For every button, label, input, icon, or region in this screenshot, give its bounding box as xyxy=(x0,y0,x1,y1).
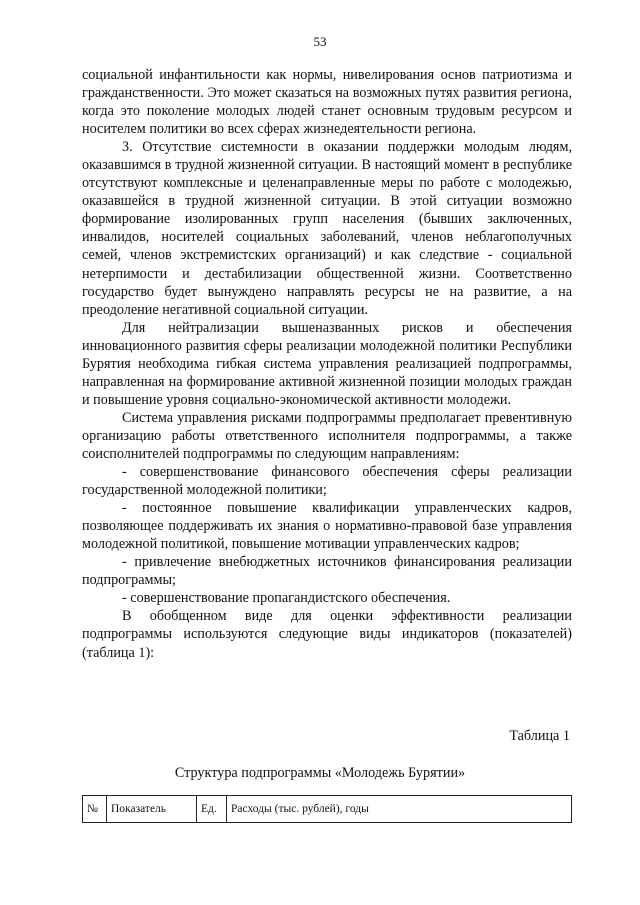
paragraph: 3. Отсутствие системности в оказании поддержки молодым людям, оказавшимся в трудной жизненной ситуации. В настоящий момент в республике отсутствуют комплексные и целенаправленные меры по работе с молодежью, оказавшейся в трудной жизненной ситуации. В этой ситуации возможно формирование изолированных групп населения (бывших заключенных, инвалидов, носителей социальных заболеваний, членов неблагополучных семей, членов экстремистских организаций) и как следствие - социальной нетерпимости и дестабилизации общественной жизни. Соответственно государство будет вынуждено направлять ресурсы не на развитие, а на преодоление негативной социальной ситуации. xyxy=(82,139,572,318)
table-header-row xyxy=(83,796,572,823)
table-header-cell-expenses: Расходы (тыс. рублей), годы xyxy=(227,796,572,823)
table-title: Структура подпрограммы «Молодежь Бурятии» xyxy=(174,765,466,781)
paragraph: Система управления рисками подпрограммы предполагает превентивную организацию работы ответственного исполнителя подпрограммы, а также соисполнителей подпрограммы по следующим направлениям: xyxy=(82,409,572,462)
page-number: 53 xyxy=(313,34,327,49)
indicators-table xyxy=(82,795,572,823)
table-label: Таблица 1 xyxy=(509,728,570,744)
table-header-cell-indicator: Показатель xyxy=(107,796,197,823)
list-item: - постоянное повышение квалификации управленческих кадров, позволяющее поддерживать их знания о нормативно-правовой базе управления молодежной политикой, повышение мотивации управленческих кадров; xyxy=(82,500,572,553)
paragraph: В обобщенном виде для оценки эффективности реализации подпрограммы используются следующие виды индикаторов (показателей) (таблица 1): xyxy=(82,608,572,661)
list-item: - совершенствование пропагандистского обеспечения. xyxy=(122,590,451,607)
table-header-cell-unit: Ед. xyxy=(197,796,227,823)
paragraph: социальной инфантильности как нормы, нивелирования основ патриотизма и гражданственности. Это может сказаться на возможных путях развития региона, когда это поколение молодых людей станет основным трудовым ресурсом и носителем политики во всех сферах жизнедеятельности региона. xyxy=(82,67,572,138)
body-text xyxy=(82,66,572,662)
table-header-cell-number: № xyxy=(83,796,107,823)
list-item: - совершенствование финансового обеспечения сферы реализации государственной молодежной политики; xyxy=(82,464,572,499)
list-item: - привлечение внебюджетных источников финансирования реализации подпрограммы; xyxy=(82,554,572,589)
paragraph: Для нейтрализации вышеназванных рисков и обеспечения инновационного развития сферы реализации молодежной политики Республики Бурятия необходима гибкая система управления реализацией подпрограммы, направленная на формирование активной жизненной позиции молодых граждан и повышение уровня социально-экономической активности молодежи. xyxy=(82,319,572,408)
